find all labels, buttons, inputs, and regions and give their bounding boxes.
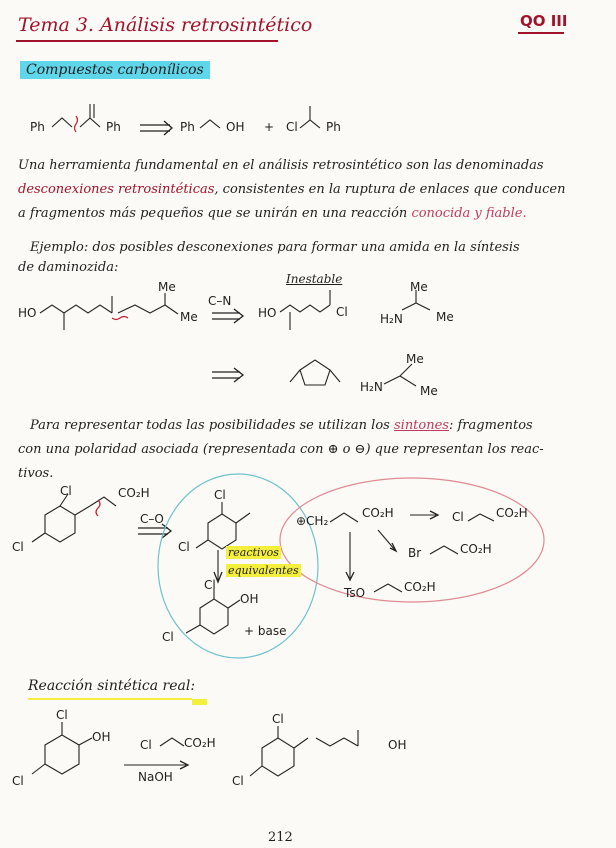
- paragraph1-line1: Una herramienta fundamental en el análisis retrosintético son las denominadas: [18, 158, 544, 173]
- phenoxide-cl-left: Cl: [178, 540, 190, 554]
- cation-synthon-co2h: CO₂H: [362, 506, 394, 520]
- equivalentes-label: equivalentes: [228, 564, 299, 577]
- hydrazine-me1: Me: [410, 280, 428, 294]
- paragraph2-line2: con una polaridad asociada (representada con ⊕ o ⊖) que representan los reac-: [18, 442, 544, 457]
- page-title: Tema 3. Análisis retrosintético: [18, 14, 313, 36]
- example-line2: de daminozida:: [18, 260, 119, 275]
- reagent-cl-co2h: CO₂H: [496, 506, 528, 520]
- phenoxide-cl-top: Cl: [214, 488, 226, 502]
- scheme1-ph-right: Ph: [106, 120, 121, 134]
- reagent-tso: TsO: [344, 586, 366, 600]
- scheme1-oh: OH: [226, 120, 245, 134]
- hydrazine2-me1: Me: [406, 352, 424, 366]
- disconnection-co-label: C–O: [140, 512, 164, 526]
- ether-cl-top: Cl: [60, 484, 72, 498]
- phenol-cl-top: Cl: [204, 578, 216, 592]
- daminozide-me1: Me: [158, 280, 176, 294]
- paragraph1-line2: desconexiones retrosintéticas, consistentes en la ruptura de enlaces que conducen: [18, 182, 566, 197]
- ether-cl-left: Cl: [12, 540, 24, 554]
- real-reagent-co2h: CO₂H: [184, 736, 216, 750]
- daminozide-me2: Me: [180, 310, 198, 324]
- disconnection-cn-label: C–N: [208, 294, 232, 308]
- real-naoh: NaOH: [138, 770, 173, 784]
- section-heading-compuestos: Compuestos carbonílicos: [20, 62, 210, 78]
- section-heading-reaccion: Reacción sintética real:: [28, 678, 196, 694]
- hydrazine2-me2: Me: [420, 384, 438, 398]
- course-code: QO III: [520, 12, 568, 30]
- reactivos-label: reactivos: [228, 546, 279, 559]
- page-number: 212: [268, 830, 293, 845]
- acyl-cl: Cl: [336, 305, 348, 319]
- phenol-cl-left: Cl: [162, 630, 174, 644]
- daminozide-ho: HO: [18, 306, 37, 320]
- reagent-tso-co2h: CO₂H: [404, 580, 436, 594]
- acyl-ho: HO: [258, 306, 277, 320]
- unstable-label: Inestable: [286, 272, 343, 286]
- reaccion-underline: [28, 698, 192, 700]
- real-product-oh: OH: [388, 738, 407, 752]
- scheme1-product-ph: Ph: [180, 120, 195, 134]
- real-product-cl-left: Cl: [232, 774, 244, 788]
- ether-co2h: CO₂H: [118, 486, 150, 500]
- scheme1-cl: Cl: [286, 120, 298, 134]
- real-reagent-cl: Cl: [140, 738, 152, 752]
- reagent-cl: Cl: [452, 510, 464, 524]
- real-oh: OH: [92, 730, 111, 744]
- paragraph1-line3: a fragmentos más pequeños que se unirán en una reacción conocida y fiable.: [18, 206, 527, 221]
- real-product-cl-top: Cl: [272, 712, 284, 726]
- phenol-oh: OH: [240, 592, 259, 606]
- example-line1: Ejemplo: dos posibles desconexiones para formar una amida en la síntesis: [30, 240, 520, 255]
- scheme1-ph-left: Ph: [30, 120, 45, 134]
- scheme1-ph2: Ph: [326, 120, 341, 134]
- paragraph2-line3: tivos.: [18, 466, 54, 481]
- scheme1-plus: +: [264, 120, 275, 134]
- hydrazine2-h2n: H₂N: [360, 380, 383, 394]
- real-cl-top: Cl: [56, 708, 68, 722]
- reagent-br: Br: [408, 546, 422, 560]
- paragraph2-line1: Para representar todas las posibilidades se utilizan los sintones: fragmentos: [30, 418, 533, 433]
- cation-synthon-ch2: ⊕CH₂: [296, 514, 329, 528]
- reagent-br-co2h: CO₂H: [460, 542, 492, 556]
- real-cl-left: Cl: [12, 774, 24, 788]
- base-label: + base: [244, 624, 287, 638]
- hydrazine-h2n: H₂N: [380, 312, 403, 326]
- hydrazine-me2: Me: [436, 310, 454, 324]
